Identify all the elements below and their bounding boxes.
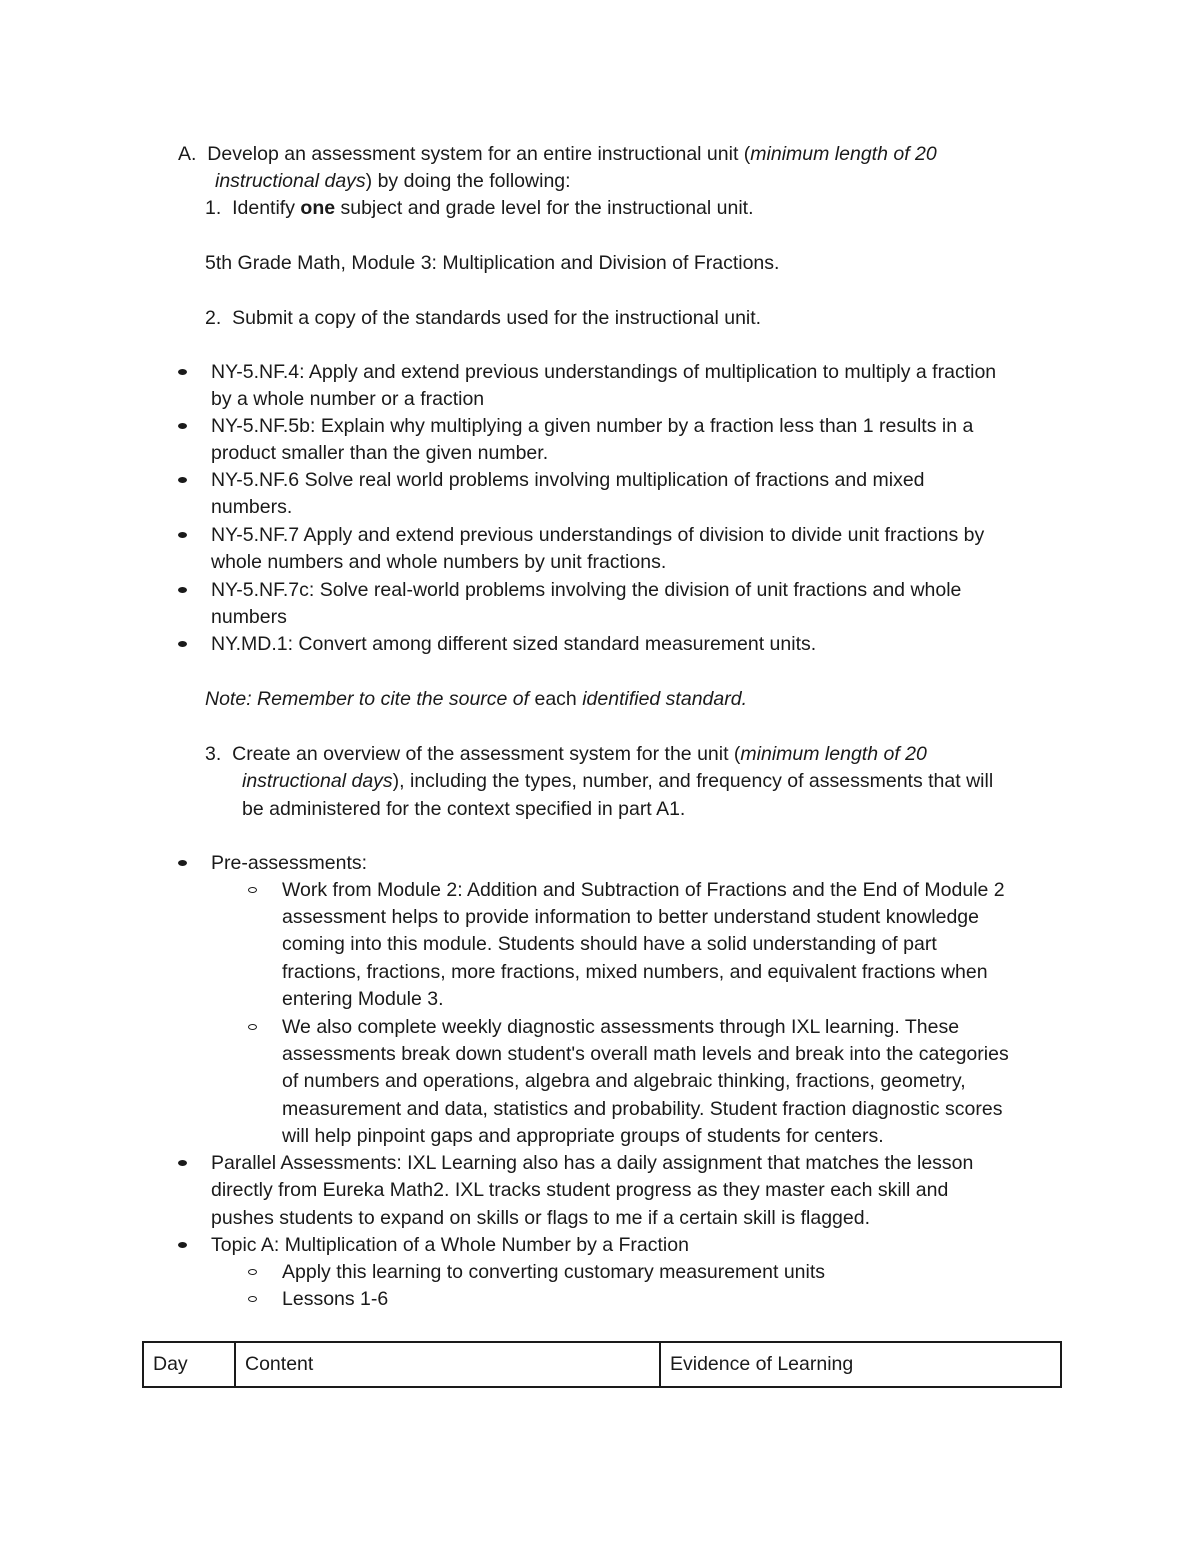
standard-item: NY-5.NF.4: Apply and extend previous understandings of multiplication to multiply a fraction	[211, 361, 997, 383]
item-3-line-1	[205, 741, 927, 767]
bullet-icon	[178, 587, 187, 593]
part-a-label: A.	[178, 143, 197, 165]
parallel-line: Parallel Assessments: IXL Learning also has a daily assignment that matches the lesson	[211, 1152, 974, 1174]
part-a-italic: minimum length of 20	[750, 143, 937, 165]
pre-assessment-line: coming into this module. Students should have a solid understanding of part	[282, 933, 937, 955]
table-header-row	[143, 1342, 1061, 1387]
part-a-text-2: ) by doing the following:	[365, 170, 571, 192]
part-a-italic-2: instructional days	[215, 170, 366, 192]
standard-item: NY-5.NF.7 Apply and extend previous understandings of division to divide unit fractions by	[211, 524, 985, 546]
bullet-icon	[178, 1242, 187, 1248]
standard-item-cont: product smaller than the given number.	[211, 442, 549, 464]
circle-bullet-icon	[248, 1296, 257, 1302]
bullet-icon	[178, 1160, 187, 1166]
pre-assessment-line: entering Module 3.	[282, 988, 444, 1010]
parallel-line: pushes students to expand on skills or flags to me if a certain skill is flagged.	[211, 1207, 871, 1229]
pre-assessments-label: Pre-assessments:	[211, 852, 368, 874]
pre-assessment-line: of numbers and operations, algebra and algebraic thinking, fractions, geometry,	[282, 1070, 966, 1092]
circle-bullet-icon	[248, 1269, 257, 1275]
standard-item-cont: by a whole number or a fraction	[211, 388, 485, 410]
item-3-italic-2: instructional days	[242, 770, 393, 792]
standard-item-cont: numbers.	[211, 496, 293, 518]
bullet-icon	[178, 477, 187, 483]
item-3-text: Create an overview of the assessment system for the unit (	[232, 743, 741, 765]
topic-a-label: Topic A: Multiplication of a Whole Number by a Fraction	[211, 1234, 689, 1256]
pre-assessment-line: fractions, fractions, more fractions, mixed numbers, and equivalent fractions when	[282, 961, 988, 983]
parallel-line: directly from Eureka Math2. IXL tracks student progress as they master each skill and	[211, 1179, 949, 1201]
part-a-line-1	[178, 141, 937, 167]
standard-item: NY-5.NF.6 Solve real world problems involving multiplication of fractions and mixed	[211, 469, 925, 491]
bullet-icon	[178, 641, 187, 647]
note	[205, 686, 747, 712]
standard-item-cont: numbers	[211, 606, 287, 628]
pre-assessment-line: We also complete weekly diagnostic assessments through IXL learning. These	[282, 1016, 960, 1038]
table-header-day: Day	[143, 1342, 235, 1387]
topic-a-sub: Apply this learning to converting customary measurement units	[282, 1261, 826, 1283]
item-3-italic: minimum length of 20	[740, 743, 927, 765]
item-2-number: 2.	[205, 307, 222, 329]
standard-item: NY-5.NF.5b: Explain why multiplying a given number by a fraction less than 1 results in a	[211, 415, 974, 437]
item-3-line-3: be administered for the context specified in part A1.	[242, 798, 686, 820]
note-text: each	[529, 688, 583, 710]
note-italic: Note: Remember to cite the source of	[205, 688, 530, 710]
item-1-text: Identify	[232, 197, 301, 219]
item-3-number: 3.	[205, 743, 222, 765]
circle-bullet-icon	[248, 1024, 257, 1030]
item-1-bold: one	[300, 197, 336, 219]
bullet-icon	[178, 532, 187, 538]
part-a-line-2	[215, 168, 571, 194]
part-a-text: Develop an assessment system for an entire instructional unit (	[207, 143, 751, 165]
standard-item: NY-5.NF.7c: Solve real-world problems involving the division of unit fractions and whole	[211, 579, 962, 601]
pre-assessment-line: assessment helps to provide information to better understand student knowledge	[282, 906, 980, 928]
item-3-line-2	[242, 768, 993, 794]
pre-assessment-line: will help pinpoint gaps and appropriate groups of students for centers.	[282, 1125, 884, 1147]
pre-assessment-line: assessments break down student's overall math levels and break into the categories	[282, 1043, 1009, 1065]
item-2-text: Submit a copy of the standards used for the instructional unit.	[232, 307, 762, 329]
standard-item: NY.MD.1: Convert among different sized standard measurement units.	[211, 633, 817, 655]
bullet-icon	[178, 369, 187, 375]
topic-a-sub: Lessons 1-6	[282, 1288, 389, 1310]
note-italic-2: identified standard.	[582, 688, 747, 710]
table-header-evidence: Evidence of Learning	[660, 1342, 1061, 1387]
pre-assessment-line: Work from Module 2: Addition and Subtraction of Fractions and the End of Module 2	[282, 879, 1005, 901]
bullet-icon	[178, 860, 187, 866]
evidence-table	[142, 1341, 1062, 1388]
item-1-number: 1.	[205, 197, 222, 219]
item-1	[205, 195, 754, 221]
circle-bullet-icon	[248, 887, 257, 893]
item-1-text-2: subject and grade level for the instructional unit.	[335, 197, 754, 219]
item-3-text-2: ), including the types, number, and frequency of assessments that will	[392, 770, 994, 792]
standard-item-cont: whole numbers and whole numbers by unit fractions.	[211, 551, 667, 573]
pre-assessment-line: measurement and data, statistics and probability. Student fraction diagnostic scores	[282, 1098, 1003, 1120]
table-header-content: Content	[235, 1342, 660, 1387]
item-2	[205, 305, 761, 331]
answer-1: 5th Grade Math, Module 3: Multiplication and Division of Fractions.	[205, 252, 780, 274]
bullet-icon	[178, 423, 187, 429]
